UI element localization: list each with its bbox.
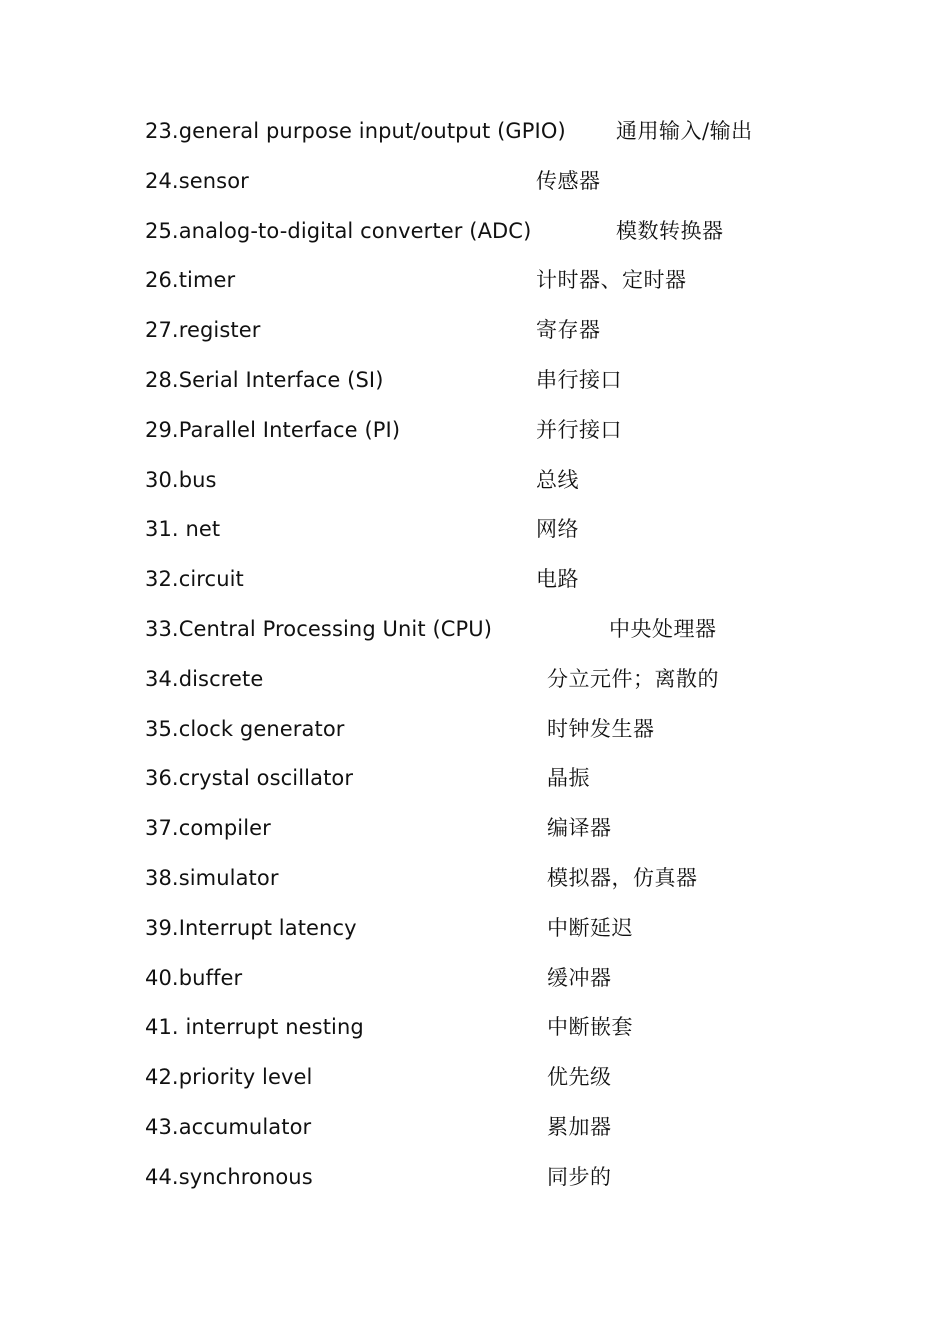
term-english: 23.general purpose input/output (GPIO) (145, 119, 566, 143)
glossary-entry (145, 411, 845, 461)
term-english: 40.buffer (145, 965, 243, 990)
term-english: 42.priority level (145, 1065, 313, 1090)
glossary-entry (145, 212, 845, 262)
term-chinese: 网络 (536, 517, 579, 542)
term-chinese: 传感器 (536, 168, 601, 193)
term-chinese: 计时器、定时器 (536, 268, 687, 293)
glossary-entry (145, 261, 845, 311)
term-english: 37.compiler (145, 816, 271, 841)
term-english: 26.timer (145, 268, 236, 293)
term-english: 39.Interrupt latency (145, 915, 357, 940)
term-chinese: 模数转换器 (616, 218, 724, 243)
term-chinese: 分立元件；离散的 (547, 666, 719, 691)
glossary-entry (145, 510, 845, 560)
term-english: 41. interrupt nesting (145, 1015, 364, 1040)
term-chinese: 中断嵌套 (547, 1015, 633, 1040)
glossary-entry (145, 1158, 845, 1208)
glossary-entry (145, 1108, 845, 1158)
glossary-entry (145, 710, 845, 760)
term-english: 33.Central Processing Unit (CPU) (145, 616, 493, 641)
glossary-entry (145, 361, 845, 411)
glossary-entry (145, 311, 845, 361)
glossary-entry (145, 909, 845, 959)
term-chinese: 模拟器，仿真器 (547, 865, 698, 890)
glossary-entry (145, 1008, 845, 1058)
glossary-entry (145, 560, 845, 610)
term-english: 34.discrete (145, 666, 264, 691)
term-english: 28.Serial Interface (SI) (145, 367, 384, 392)
glossary-entry (145, 859, 845, 909)
term-chinese: 时钟发生器 (547, 716, 655, 741)
glossary-entry (145, 162, 845, 212)
term-chinese: 总线 (536, 467, 579, 492)
term-english: 36.crystal oscillator (145, 766, 354, 791)
term-english: 29.Parallel Interface (PI) (145, 417, 401, 442)
glossary-entry (145, 660, 845, 710)
term-english: 44.synchronous (145, 1164, 313, 1189)
term-chinese: 电路 (536, 567, 579, 592)
term-english: 30.bus (145, 467, 217, 492)
term-chinese: 累加器 (547, 1114, 612, 1139)
term-english: 24.sensor (145, 168, 249, 193)
term-chinese: 通用输入/输出 (616, 119, 753, 143)
glossary-entry (145, 809, 845, 859)
glossary-entry (145, 759, 845, 809)
term-chinese: 同步的 (547, 1164, 612, 1189)
term-chinese: 串行接口 (536, 367, 622, 392)
term-chinese: 优先级 (547, 1065, 612, 1090)
glossary-entry (145, 959, 845, 1009)
term-english: 27.register (145, 318, 261, 343)
term-chinese: 中断延迟 (547, 915, 633, 940)
term-chinese: 晶振 (547, 766, 590, 791)
term-english: 35.clock generator (145, 716, 345, 741)
glossary-list (145, 112, 845, 1208)
term-chinese: 中央处理器 (609, 616, 717, 641)
glossary-entry (145, 610, 845, 660)
term-english: 38.simulator (145, 865, 279, 890)
glossary-entry (145, 1058, 845, 1108)
term-chinese: 缓冲器 (547, 965, 612, 990)
glossary-entry (145, 112, 845, 162)
term-english: 43.accumulator (145, 1114, 312, 1139)
term-english: 25.analog-to-digital converter (ADC) (145, 218, 532, 243)
term-english: 32.circuit (145, 567, 244, 592)
glossary-entry (145, 461, 845, 511)
term-english: 31. net (145, 517, 221, 542)
term-chinese: 编译器 (547, 816, 612, 841)
term-chinese: 寄存器 (536, 318, 601, 343)
term-chinese: 并行接口 (536, 417, 622, 442)
